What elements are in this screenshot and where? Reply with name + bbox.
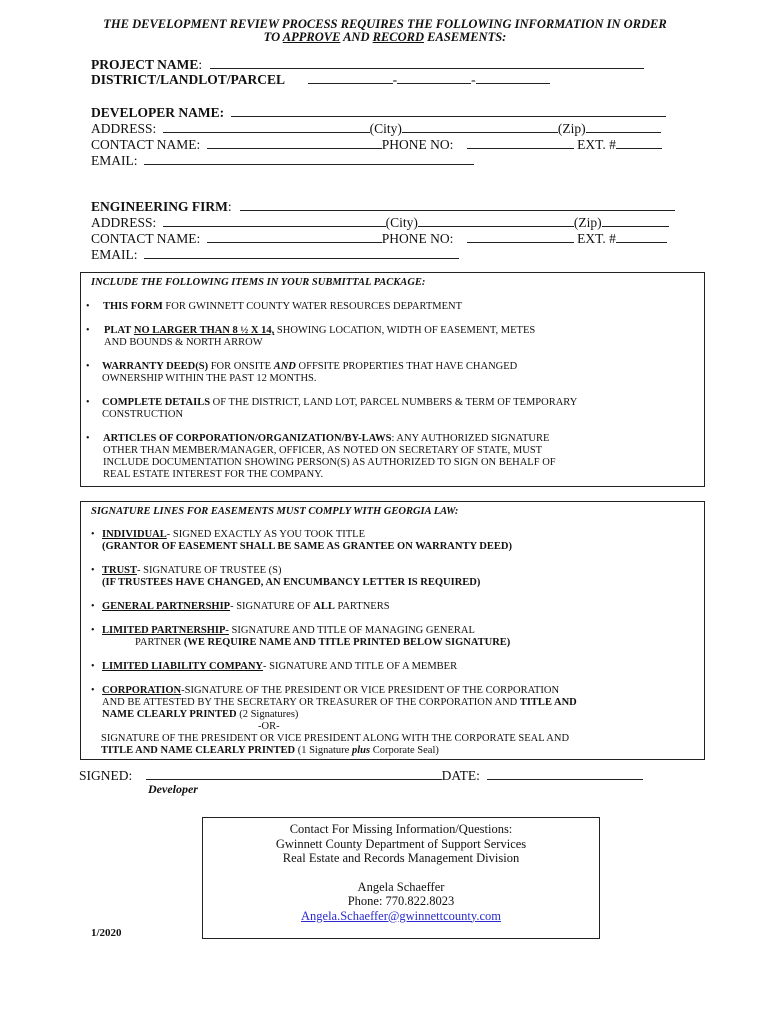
- engineering-email-label: EMAIL:: [91, 247, 138, 262]
- developer-city-field[interactable]: [402, 121, 558, 133]
- bullet-icon: •: [91, 601, 95, 612]
- district-field[interactable]: [308, 72, 393, 84]
- signature-item-corporation: CORPORATION-SIGNATURE OF THE PRESIDENT OR VICE PRESIDENT OF THE CORPORATION AND BE ATTESTED BY THE SECRETARY OR TREASURER OF THE CORPORATION AND TITLE AND NAME CLEARLY PRINTED (2 Signatures) -OR-: [102, 685, 577, 732]
- contact-heading: Contact For Missing Information/Questions:: [289, 822, 513, 836]
- developer-address-label: ADDRESS:: [91, 121, 157, 136]
- developer-contact-label: CONTACT NAME:: [91, 137, 201, 152]
- contact-department: Gwinnett County Department of Support Services: [275, 836, 527, 851]
- engineering-contact-field[interactable]: [207, 231, 382, 243]
- engineering-firm-label: ENGINEERING FIRM: [91, 199, 228, 214]
- developer-zip-field[interactable]: [586, 121, 661, 133]
- contact-division: Real Estate and Records Management Division: [282, 851, 520, 865]
- developer-email-label: EMAIL:: [91, 153, 138, 168]
- project-name-row: PROJECT NAME:: [91, 57, 644, 73]
- project-name-label: PROJECT NAME: [91, 57, 199, 72]
- engineering-contact-label: CONTACT NAME:: [91, 231, 201, 246]
- developer-role-label: Developer: [148, 782, 198, 796]
- developer-ext-field[interactable]: [616, 137, 662, 149]
- engineering-email-field[interactable]: [144, 247, 459, 259]
- developer-contact-row: CONTACT NAME: PHONE NO: EXT. #: [91, 137, 662, 153]
- signature-field[interactable]: [146, 768, 442, 780]
- developer-name-label: DEVELOPER NAME:: [91, 105, 225, 120]
- contact-email-link[interactable]: Angela.Schaeffer@gwinnettcounty.com: [301, 908, 501, 923]
- submittal-title: INCLUDE THE FOLLOWING ITEMS IN YOUR SUBMITTAL PACKAGE:: [91, 277, 426, 288]
- signature-item-trust: TRUST- SIGNATURE OF TRUSTEE (S) (IF TRUSTEES HAVE CHANGED, AN ENCUMBANCY LETTER IS REQUIRED): [102, 565, 481, 588]
- developer-name-row: [91, 105, 666, 121]
- engineering-ext-field[interactable]: [616, 231, 667, 243]
- signature-item-individual: INDIVIDUAL- SIGNED EXACTLY AS YOU TOOK TITLE (GRANTOR OF EASEMENT SHALL BE SAME AS GRANTEE ON WARRANTY DEED): [102, 529, 512, 552]
- revision-date: 1/2020: [91, 927, 122, 939]
- engineering-address-field[interactable]: [163, 215, 386, 227]
- bullet-icon: •: [91, 685, 95, 696]
- signature-item-corporation-alt: SIGNATURE OF THE PRESIDENT OR VICE PRESIDENT ALONG WITH THE CORPORATE SEAL AND TITLE AND NAME CLEARLY PRINTED (1 Signature plus Corporate Seal): [101, 733, 570, 756]
- signature-item-limited-partnership: LIMITED PARTNERSHIP- SIGNATURE AND TITLE OF MANAGING GENERAL PARTNER (WE REQUIRE NAME AND TITLE PRINTED BELOW SIGNATURE): [102, 625, 511, 648]
- bullet-icon: •: [86, 361, 90, 372]
- engineering-city-field[interactable]: [418, 215, 574, 227]
- engineering-email-row: [91, 247, 459, 263]
- submittal-item-warranty-deed: WARRANTY DEED(S) FOR ONSITE AND OFFSITE PROPERTIES THAT HAVE CHANGED OWNERSHIP WITHIN THE PAST 12 MONTHS.: [102, 361, 518, 384]
- bullet-icon: •: [86, 433, 90, 444]
- engineering-firm-field[interactable]: [240, 199, 675, 211]
- contact-box: [202, 817, 600, 939]
- contact-phone: Phone: 770.822.8023: [347, 894, 455, 908]
- bullet-icon: •: [86, 325, 90, 336]
- submittal-item-articles: ARTICLES OF CORPORATION/ORGANIZATION/BY-LAWS: ANY AUTHORIZED SIGNATURE OTHER THAN MEMBER/MANAGER, OFFICER, AS NOTED ON SECRETARY OF STATE, MUST INCLUDE DOCUMENTATION SHOWING PERSON(S) AS AUTHORIZED TO SIGN ON BEHALF OF REAL ESTATE INTEREST FOR THE COMPANY.: [103, 433, 556, 480]
- engineering-contact-row: CONTACT NAME: PHONE NO: EXT. #: [91, 231, 667, 247]
- district-row: DISTRICT/LANDLOT/PARCEL - -: [91, 72, 550, 88]
- developer-email-field[interactable]: [144, 153, 474, 165]
- submittal-item-complete-details: COMPLETE DETAILS OF THE DISTRICT, LAND LOT, PARCEL NUMBERS & TERM OF TEMPORARY CONSTRUCTION: [102, 397, 578, 420]
- submittal-item-plat: PLAT NO LARGER THAN 8 ½ X 14, SHOWING LOCATION, WIDTH OF EASEMENT, METES AND BOUNDS & NORTH ARROW: [104, 325, 536, 348]
- developer-address-row: ADDRESS: (City) (Zip): [91, 121, 661, 137]
- bullet-icon: •: [91, 625, 95, 636]
- engineering-firm-row: ENGINEERING FIRM:: [91, 199, 675, 215]
- bullet-icon: •: [86, 301, 90, 312]
- engineering-address-row: ADDRESS: (City) (Zip): [91, 215, 669, 231]
- engineering-zip-field[interactable]: [602, 215, 669, 227]
- developer-phone-field[interactable]: [467, 137, 574, 149]
- submittal-item-this-form: THIS FORM FOR GWINNETT COUNTY WATER RESOURCES DEPARTMENT: [103, 301, 463, 312]
- date-label: DATE:: [441, 768, 480, 783]
- contact-name: Angela Schaeffer: [357, 879, 445, 894]
- engineering-phone-field[interactable]: [467, 231, 574, 243]
- district-label: DISTRICT/LANDLOT/PARCEL: [91, 72, 285, 87]
- date-field[interactable]: [487, 768, 643, 780]
- bullet-icon: •: [91, 529, 95, 540]
- engineering-address-label: ADDRESS:: [91, 215, 157, 230]
- signed-label: SIGNED:: [79, 768, 133, 783]
- parcel-field[interactable]: [476, 72, 550, 84]
- landlot-field[interactable]: [397, 72, 471, 84]
- project-name-field[interactable]: [210, 57, 644, 69]
- header-line-2: TO APPROVE AND RECORD EASEMENTS:: [263, 30, 507, 44]
- developer-contact-field[interactable]: [207, 137, 382, 149]
- signature-lines-title: SIGNATURE LINES FOR EASEMENTS MUST COMPLY WITH GEORGIA LAW:: [91, 506, 459, 517]
- developer-name-field[interactable]: [231, 105, 666, 117]
- signature-item-llc: LIMITED LIABILITY COMPANY- SIGNATURE AND TITLE OF A MEMBER: [102, 661, 458, 672]
- bullet-icon: •: [91, 661, 95, 672]
- header-line-1: THE DEVELOPMENT REVIEW PROCESS REQUIRES THE FOLLOWING INFORMATION IN ORDER: [103, 17, 667, 31]
- bullet-icon: •: [86, 397, 90, 408]
- signature-item-general-partnership: GENERAL PARTNERSHIP- SIGNATURE OF ALL PARTNERS: [102, 601, 390, 612]
- developer-address-field[interactable]: [163, 121, 370, 133]
- developer-email-row: [91, 153, 474, 169]
- bullet-icon: •: [91, 565, 95, 576]
